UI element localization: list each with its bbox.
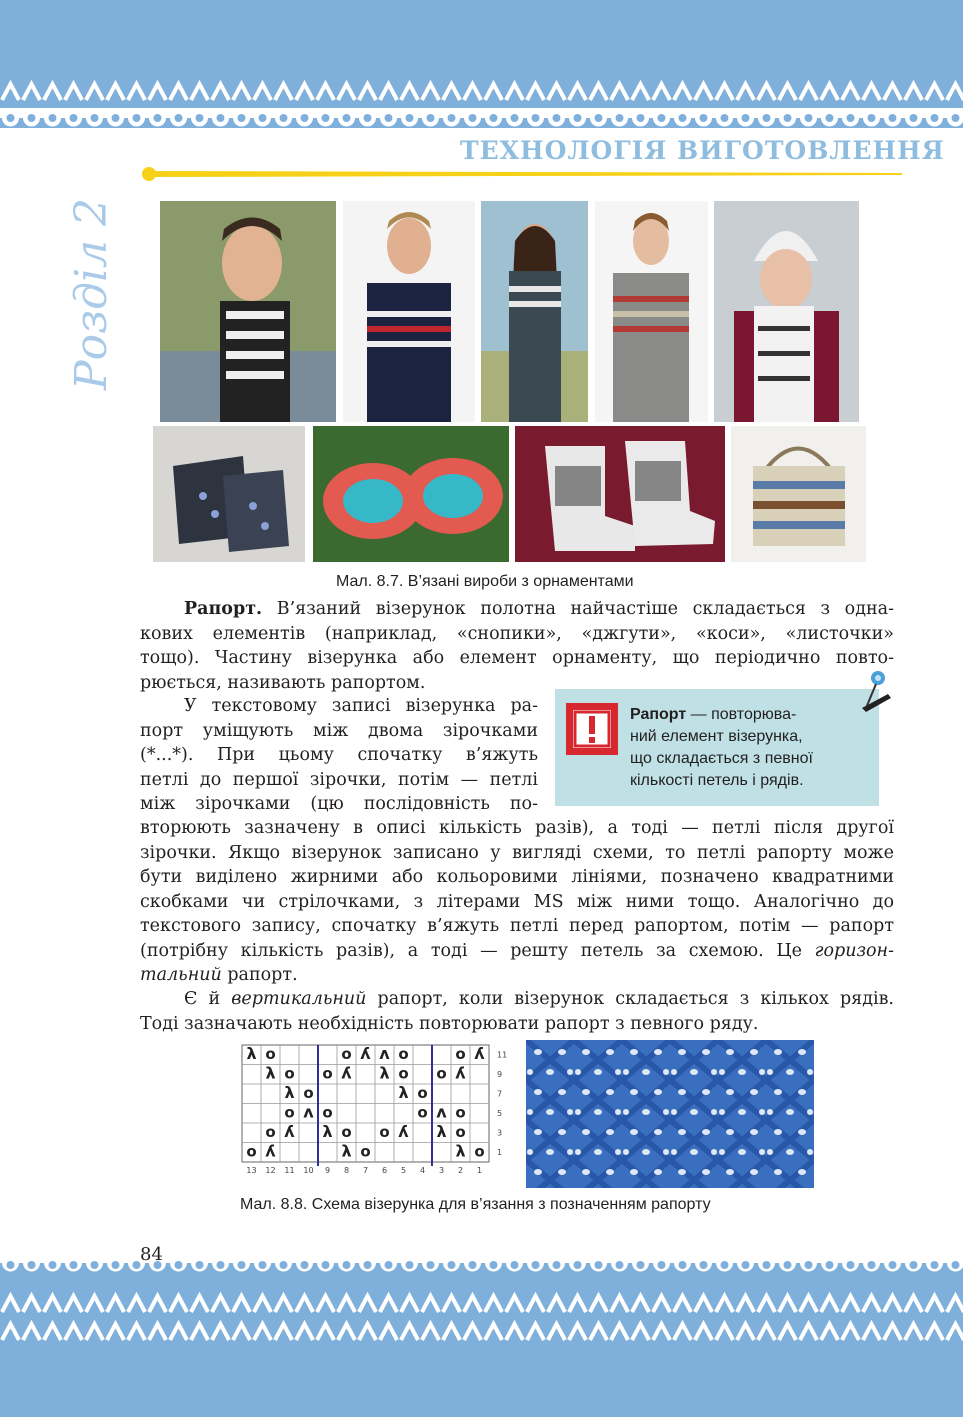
chart-stitch-symbol: ʌ <box>436 1102 447 1122</box>
chart-stitch-symbol: ʌ <box>379 1044 390 1064</box>
chart-stitch-symbol: λ <box>379 1063 390 1083</box>
top-scallop-border <box>0 108 963 130</box>
page-number: 84 <box>140 1244 163 1265</box>
paragraph-2-wide: вторюють зазначену в описі кількість разів), а тоді — петлі після другої зірочки. Якщо візерунок записано у вигляді схеми, то петлі рапорту може бути виділено жирними або кольоровими лініями, позначено квадратними скобками чи стрілочками, з літерами MS між ними тощо. Аналогічно до текстового запису, спочатку в’яжуть петлі перед рапортом, потім — рапорт (потрібну кількість разів), а тоді — решту петель за схемою. Це горизон- тальний рапорт. <box>140 818 894 985</box>
bottom-chevron-border-2 <box>0 1318 963 1344</box>
photo-bag <box>731 426 866 562</box>
photo-woman-with-hat-and-scarf <box>714 201 859 422</box>
chart-column-number: 2 <box>457 1166 464 1175</box>
chart-stitch-symbol: o <box>474 1142 485 1161</box>
chart-stitch-symbol: o <box>303 1084 314 1103</box>
chart-column-number: 13 <box>246 1166 257 1175</box>
chart-column-number: 1 <box>476 1166 483 1175</box>
photo-young-man-in-sweater <box>595 201 708 422</box>
chart-stitch-symbol: λ <box>436 1122 447 1142</box>
chart-stitch-symbol: ʎ <box>284 1122 295 1142</box>
chart-stitch-symbol: λ <box>398 1083 409 1103</box>
chart-stitch-symbol: o <box>341 1123 352 1142</box>
paragraph-3: Є й вертикальний рапорт, коли візерунок складається з кількох рядів. Тоді зазначають необхідність повторювати рапорт з певного ряду. <box>140 989 894 1034</box>
chart-row-number: 5 <box>497 1109 503 1119</box>
chart-column-number: 10 <box>303 1166 314 1175</box>
chapter-title: ТЕХНОЛОГІЯ ВИГОТОВЛЕННЯ <box>460 136 945 165</box>
chart-stitch-symbol: o <box>436 1064 447 1083</box>
chart-stitch-symbol: o <box>284 1103 295 1122</box>
chart-stitch-symbol: ʎ <box>455 1063 466 1083</box>
chart-column-number: 7 <box>362 1166 369 1175</box>
chart-stitch-symbol: ʎ <box>474 1044 485 1064</box>
chart-row-number: 9 <box>497 1070 503 1080</box>
chart-column-number: 3 <box>438 1166 445 1175</box>
photo-woman-in-dress <box>481 201 588 422</box>
chart-stitch-symbol: o <box>322 1064 333 1083</box>
warning-exclamation-icon <box>565 702 619 756</box>
paragraph-2-narrow: У текстовому записі візерунка ра- порт уміщують між двома зірочками (*...*). При цьому спочатку в’яжуть петлі до першої зірочки, потім — петлі між зірочками (цю послідовність по- <box>140 696 538 814</box>
photo-socks <box>515 426 725 562</box>
chart-stitch-symbol: ʎ <box>360 1044 371 1064</box>
chart-stitch-symbol: o <box>360 1142 371 1161</box>
chart-stitch-symbol: o <box>246 1142 257 1161</box>
chart-stitch-symbol: λ <box>284 1083 295 1103</box>
section-label: Розділ 2 <box>66 197 117 390</box>
definition-term: Рапорт <box>630 706 687 723</box>
chart-stitch-symbol: ʌ <box>303 1102 314 1122</box>
header-accent-line <box>142 167 902 181</box>
chart-stitch-symbol: λ <box>341 1141 352 1161</box>
photo-man-with-scarf <box>160 201 336 422</box>
figure-8-7-caption: Мал. 8.7. В’язані вироби з орнаментами <box>336 573 634 590</box>
photo-slippers <box>313 426 509 562</box>
chart-stitch-symbol: λ <box>455 1141 466 1161</box>
top-chevron-border <box>0 78 963 104</box>
term-raport: Рапорт. <box>184 599 263 619</box>
chart-column-number: 4 <box>419 1166 426 1175</box>
chart-stitch-symbol: λ <box>265 1063 276 1083</box>
chart-row-number: 1 <box>497 1148 503 1158</box>
chart-stitch-symbol: ʎ <box>398 1122 409 1142</box>
photo-knitted-lace-fabric <box>526 1040 814 1188</box>
knitting-chart <box>240 1043 508 1185</box>
chart-column-number: 12 <box>265 1166 276 1175</box>
chart-stitch-symbol: o <box>379 1123 390 1142</box>
photo-man-in-sweater <box>343 201 475 422</box>
chart-stitch-symbol: λ <box>246 1044 257 1064</box>
figure-8-8-caption: Мал. 8.8. Схема візерунка для в’язання з позначенням рапорту <box>240 1196 711 1213</box>
definition-text: Рапорт — повторюва- ний елемент візерунка, що складається з певної кількості петель і рядів. <box>630 706 813 789</box>
bottom-chevron-border-1 <box>0 1290 963 1316</box>
photo-mittens <box>153 426 305 562</box>
chart-stitch-symbol: o <box>417 1103 428 1122</box>
chart-column-number: 5 <box>400 1166 407 1175</box>
chart-row-number: 7 <box>497 1089 503 1099</box>
chart-stitch-symbol: o <box>398 1045 409 1064</box>
chart-stitch-symbol: o <box>455 1045 466 1064</box>
chart-stitch-symbol: o <box>398 1064 409 1083</box>
chart-stitch-symbol: o <box>455 1103 466 1122</box>
chart-column-number: 6 <box>381 1166 388 1175</box>
pushpin-icon <box>858 668 894 714</box>
chart-stitch-symbol: o <box>265 1123 276 1142</box>
paragraph-1: Рапорт. В’язаний візерунок полотна найчастіше складається з одна- кових елементів (наприклад, «снопики», «джгути», «коси», «листочки» тощо). Частину візерунка або елемент орнаменту, що періодично повто- рюється, називають рапортом. <box>140 599 894 693</box>
chart-stitch-symbol: ʎ <box>341 1063 352 1083</box>
chart-row-number: 3 <box>497 1128 503 1138</box>
chart-stitch-symbol: o <box>322 1103 333 1122</box>
chart-stitch-symbol: λ <box>322 1122 333 1142</box>
chart-stitch-symbol: ʎ <box>265 1141 276 1161</box>
chart-column-number: 8 <box>343 1166 350 1175</box>
chart-stitch-symbol: o <box>417 1084 428 1103</box>
chart-column-number: 11 <box>284 1166 295 1175</box>
chart-stitch-symbol: o <box>265 1045 276 1064</box>
chart-stitch-symbol: o <box>341 1045 352 1064</box>
chart-stitch-symbol: o <box>455 1123 466 1142</box>
chart-row-number: 11 <box>497 1050 508 1060</box>
chart-stitch-symbol: o <box>284 1064 295 1083</box>
chart-column-number: 9 <box>324 1166 331 1175</box>
